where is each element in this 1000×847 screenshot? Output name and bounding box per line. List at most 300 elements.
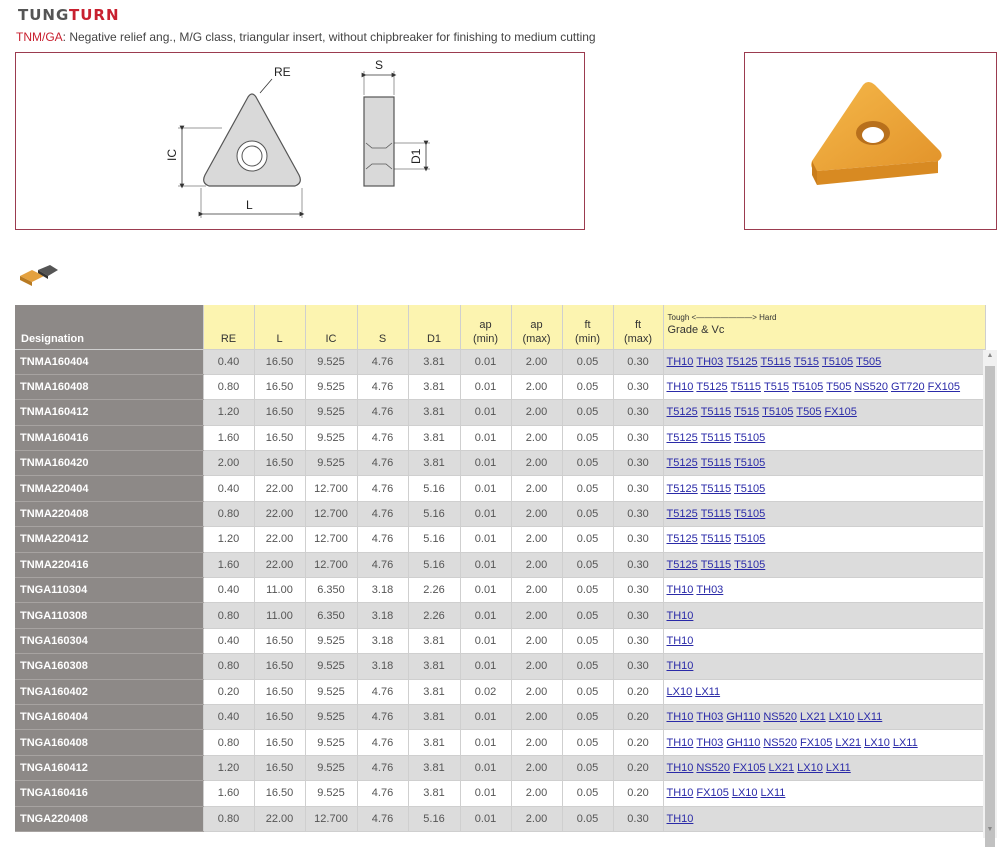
cell-d1: 3.81 [408,400,460,425]
grade-link[interactable]: T5115 [730,381,761,394]
table-row [15,349,985,374]
grade-link[interactable]: TH10 [666,711,694,724]
grade-link[interactable]: T515 [734,406,760,419]
cell-s: 4.76 [357,730,408,755]
cell-ftmax: 0.20 [613,679,663,704]
cell-apmax: 2.00 [511,374,562,399]
grade-cell [663,425,985,450]
cell-re: 1.20 [203,755,254,780]
grade-link[interactable]: T5115 [700,533,732,546]
grade-link[interactable]: T5105 [792,381,824,394]
tough-hard-scale: Tough <———————> Hard [667,313,777,322]
cell-l: 11.00 [254,603,305,628]
designation-cell: TNMA160408 [15,374,203,399]
cell-re: 0.80 [203,806,254,831]
specifications-table-container[interactable] [15,305,997,838]
table-row [15,781,985,806]
grade-link[interactable]: FX105 [800,736,833,749]
grade-link[interactable]: TH10 [666,812,694,825]
cell-ic: 12.700 [305,806,357,831]
grade-link[interactable]: T5125 [666,457,698,470]
cell-ftmin: 0.05 [562,755,613,780]
grade-link[interactable]: TH10 [666,584,694,597]
cell-apmax: 2.00 [511,425,562,450]
cell-ftmax: 0.30 [613,603,663,628]
grade-link[interactable]: TH10 [666,634,694,647]
grade-link[interactable]: LX10 [797,761,823,774]
cell-re: 0.80 [203,374,254,399]
cell-re: 1.60 [203,552,254,577]
cell-ic: 12.700 [305,527,357,552]
cell-l: 16.50 [254,451,305,476]
cell-ftmax: 0.30 [613,501,663,526]
grade-link[interactable]: T5115 [700,482,732,495]
cell-s: 4.76 [357,527,408,552]
grade-link[interactable]: T5125 [666,508,698,521]
cell-apmax: 2.00 [511,628,562,653]
grade-link[interactable]: LX11 [825,761,851,774]
designation-cell: TNGA160416 [15,781,203,806]
grade-link[interactable]: LX10 [864,736,890,749]
cell-ftmin: 0.05 [562,704,613,729]
grade-link[interactable]: T5105 [734,558,766,571]
grade-link[interactable]: T5125 [666,558,698,571]
cell-apmax: 2.00 [511,349,562,374]
cell-d1: 5.16 [408,806,460,831]
cell-d1: 2.26 [408,578,460,603]
grade-link[interactable]: LX11 [760,787,786,800]
grade-cell [663,603,985,628]
grade-label: Grade & Vc [667,324,725,336]
cell-re: 0.40 [203,578,254,603]
cell-apmax: 2.00 [511,552,562,577]
table-row [15,578,985,603]
grade-link[interactable]: T5125 [726,355,758,368]
scrollbar-thumb[interactable] [985,366,995,847]
cell-l: 16.50 [254,730,305,755]
grade-link[interactable]: GT720 [890,381,925,394]
cell-ftmax: 0.20 [613,781,663,806]
cell-apmax: 2.00 [511,451,562,476]
grade-link[interactable]: T5105 [734,457,766,470]
grade-cell [663,679,985,704]
cell-apmin: 0.01 [460,451,511,476]
table-row [15,806,985,831]
cell-d1: 3.81 [408,654,460,679]
cell-s: 3.18 [357,628,408,653]
cell-s: 4.76 [357,501,408,526]
grade-link[interactable]: NS520 [854,381,888,394]
cell-ftmin: 0.05 [562,349,613,374]
cell-apmin: 0.01 [460,628,511,653]
grade-link[interactable]: TH10 [666,787,694,800]
cell-d1: 3.81 [408,781,460,806]
grade-link[interactable]: TH03 [696,355,724,368]
table-row [15,476,985,501]
cell-l: 16.50 [254,679,305,704]
specifications-table [15,305,986,832]
insert-thumbnail-icon [18,262,60,288]
cell-d1: 3.81 [408,451,460,476]
cell-apmax: 2.00 [511,578,562,603]
designation-cell: TNGA160404 [15,704,203,729]
cell-re: 0.80 [203,501,254,526]
cell-l: 16.50 [254,654,305,679]
grade-cell [663,476,985,501]
cell-d1: 5.16 [408,527,460,552]
cell-apmax: 2.00 [511,400,562,425]
grade-link[interactable]: T5115 [700,406,732,419]
cell-ic: 12.700 [305,552,357,577]
cell-ic: 9.525 [305,628,357,653]
grade-link[interactable]: FX105 [927,381,961,394]
grade-link[interactable]: T5125 [666,482,698,495]
designation-cell: TNGA110304 [15,578,203,603]
table-row [15,628,985,653]
grade-link[interactable]: T5105 [734,508,766,521]
grade-link[interactable]: T5115 [700,558,732,571]
label-ic: IC [165,149,179,161]
grade-link[interactable]: T5105 [762,406,794,419]
col-grade [663,305,985,349]
table-row [15,679,985,704]
grade-link[interactable]: TH10 [666,355,694,368]
grade-link[interactable]: T5115 [700,457,732,470]
grade-link[interactable]: TH10 [666,609,694,622]
grade-link[interactable]: TH10 [666,736,694,749]
grade-link[interactable]: TH10 [666,381,694,394]
table-row [15,425,985,450]
cell-ftmax: 0.30 [613,400,663,425]
cell-ftmin: 0.05 [562,476,613,501]
designation-cell: TNMA160416 [15,425,203,450]
label-l: L [246,198,253,212]
cell-re: 2.00 [203,451,254,476]
grade-link[interactable]: FX105 [824,406,857,419]
cell-ftmax: 0.30 [613,374,663,399]
cell-l: 16.50 [254,425,305,450]
designation-cell: TNMA220412 [15,527,203,552]
table-scrollbar[interactable] [983,350,997,838]
subtitle-code: TNM/GA [16,30,63,44]
cell-apmax: 2.00 [511,654,562,679]
scroll-up-icon[interactable]: ▲ [986,352,994,359]
cell-l: 22.00 [254,527,305,552]
grade-cell [663,501,985,526]
grade-cell [663,704,985,729]
grade-link[interactable]: LX10 [666,685,693,698]
cell-ftmin: 0.05 [562,628,613,653]
cell-l: 16.50 [254,628,305,653]
cell-ftmin: 0.05 [562,654,613,679]
grade-link[interactable]: TH10 [666,660,694,673]
designation-cell: TNGA110308 [15,603,203,628]
cell-s: 3.18 [357,578,408,603]
grade-link[interactable]: T505 [796,406,822,419]
table-row [15,552,985,577]
technical-drawing [16,53,586,231]
grade-link[interactable]: FX105 [696,787,729,800]
cell-s: 4.76 [357,476,408,501]
label-s: S [375,58,384,72]
cell-d1: 3.81 [408,730,460,755]
grade-link[interactable]: TH03 [696,584,724,597]
cell-ftmax: 0.30 [613,451,663,476]
grade-link[interactable]: T5105 [734,533,766,546]
cell-l: 22.00 [254,476,305,501]
cell-s: 4.76 [357,781,408,806]
cell-l: 16.50 [254,781,305,806]
cell-s: 4.76 [357,755,408,780]
designation-cell: TNGA160412 [15,755,203,780]
cell-ic: 9.525 [305,654,357,679]
grade-link[interactable]: T5105 [821,355,854,368]
cell-apmax: 2.00 [511,501,562,526]
product-subtitle [16,30,596,44]
grade-link[interactable]: LX21 [835,736,862,749]
table-header-row [15,305,985,349]
cell-ftmin: 0.05 [562,451,613,476]
cell-apmin: 0.01 [460,552,511,577]
col-re: RE [203,305,254,349]
grade-link[interactable]: GH110 [726,711,761,724]
cell-d1: 5.16 [408,552,460,577]
cell-d1: 3.81 [408,374,460,399]
grade-link[interactable]: TH03 [696,736,724,749]
cell-l: 22.00 [254,552,305,577]
col-s: S [357,305,408,349]
cell-ftmin: 0.05 [562,806,613,831]
cell-s: 4.76 [357,451,408,476]
cell-apmin: 0.01 [460,654,511,679]
cell-apmax: 2.00 [511,679,562,704]
cell-ic: 9.525 [305,679,357,704]
cell-ftmax: 0.30 [613,527,663,552]
cell-ftmin: 0.05 [562,730,613,755]
designation-cell: TNMA160412 [15,400,203,425]
cell-ftmax: 0.30 [613,349,663,374]
col-ft-max: ft (max) [613,305,663,349]
cell-re: 0.80 [203,654,254,679]
grade-cell [663,654,985,679]
grade-cell [663,628,985,653]
table-row [15,730,985,755]
col-designation: Designation [15,305,203,349]
cell-apmin: 0.01 [460,704,511,729]
insert-photo [744,52,997,230]
cell-ic: 9.525 [305,400,357,425]
cell-re: 0.80 [203,730,254,755]
grade-link[interactable]: T5125 [666,406,698,419]
cell-s: 4.76 [357,425,408,450]
grade-link[interactable]: T5125 [666,431,698,444]
grade-cell [663,400,985,425]
grade-cell [663,578,985,603]
grade-link[interactable]: LX11 [892,736,918,749]
grade-link[interactable]: NS520 [763,711,797,724]
grade-link[interactable]: NS520 [696,761,731,774]
insert-photo-image [745,53,998,231]
cell-apmax: 2.00 [511,781,562,806]
table-row [15,374,985,399]
grade-cell [663,527,985,552]
cell-s: 4.76 [357,400,408,425]
cell-d1: 5.16 [408,476,460,501]
brand-logo [18,6,120,24]
grade-cell [663,552,985,577]
grade-cell [663,451,985,476]
cell-re: 0.40 [203,704,254,729]
cell-l: 16.50 [254,704,305,729]
grade-link[interactable]: T515 [763,381,790,394]
grade-link[interactable]: T5115 [700,508,732,521]
cell-ftmin: 0.05 [562,374,613,399]
cell-s: 4.76 [357,349,408,374]
cell-ftmax: 0.20 [613,730,663,755]
table-row [15,603,985,628]
col-ap-min: ap (min) [460,305,511,349]
grade-link[interactable]: NS520 [763,736,797,749]
table-row [15,400,985,425]
grade-cell [663,806,985,831]
grade-cell [663,755,985,780]
scroll-down-icon[interactable]: ▼ [986,826,994,833]
table-row [15,654,985,679]
col-d1: D1 [408,305,460,349]
designation-cell: TNGA160304 [15,628,203,653]
cell-re: 0.40 [203,349,254,374]
cell-d1: 3.81 [408,425,460,450]
cell-apmin: 0.01 [460,400,511,425]
cell-ftmin: 0.05 [562,603,613,628]
cell-s: 3.18 [357,603,408,628]
cell-ic: 9.525 [305,730,357,755]
cell-ftmin: 0.05 [562,679,613,704]
cell-s: 4.76 [357,679,408,704]
grade-link[interactable]: FX105 [733,761,766,774]
grade-cell [663,374,985,399]
grade-link[interactable]: TH03 [696,711,724,724]
designation-cell: TNMA160420 [15,451,203,476]
table-row [15,451,985,476]
cell-ftmin: 0.05 [562,527,613,552]
cell-ftmax: 0.20 [613,755,663,780]
col-ic: IC [305,305,357,349]
cell-apmin: 0.01 [460,501,511,526]
cell-ftmax: 0.30 [613,476,663,501]
cell-d1: 3.81 [408,755,460,780]
label-re: RE [274,65,291,79]
grade-link[interactable]: LX11 [857,711,883,724]
grade-link[interactable]: T515 [793,355,819,368]
cell-apmin: 0.01 [460,349,511,374]
grade-link[interactable]: GH110 [726,736,761,749]
cell-ftmin: 0.05 [562,501,613,526]
cell-d1: 3.81 [408,704,460,729]
grade-link[interactable]: LX11 [695,685,721,698]
designation-cell: TNMA160404 [15,349,203,374]
table-row [15,527,985,552]
cell-l: 16.50 [254,374,305,399]
cell-re: 1.20 [203,400,254,425]
cell-d1: 3.81 [408,679,460,704]
cell-re: 0.80 [203,603,254,628]
designation-cell: TNMA220404 [15,476,203,501]
cell-l: 22.00 [254,806,305,831]
grade-link[interactable]: T5115 [760,355,791,368]
cell-ic: 6.350 [305,578,357,603]
cell-apmin: 0.01 [460,425,511,450]
grade-link[interactable]: LX21 [800,711,826,724]
cell-d1: 3.81 [408,349,460,374]
cell-apmax: 2.00 [511,603,562,628]
cell-ic: 9.525 [305,781,357,806]
designation-cell: TNGA220408 [15,806,203,831]
cell-ic: 9.525 [305,374,357,399]
cell-ic: 12.700 [305,476,357,501]
cell-ic: 9.525 [305,704,357,729]
grade-cell [663,730,985,755]
cell-apmin: 0.02 [460,679,511,704]
cell-re: 1.60 [203,425,254,450]
logo-part-1: TUNG [18,6,70,24]
cell-l: 22.00 [254,501,305,526]
table-row [15,755,985,780]
designation-cell: TNGA160408 [15,730,203,755]
cell-apmax: 2.00 [511,730,562,755]
grade-link[interactable]: T5125 [696,381,728,394]
cell-apmin: 0.01 [460,374,511,399]
cell-d1: 3.81 [408,628,460,653]
cell-re: 1.20 [203,527,254,552]
cell-ic: 12.700 [305,501,357,526]
grade-link[interactable]: TH10 [666,761,694,774]
cell-apmin: 0.01 [460,806,511,831]
cell-ftmax: 0.30 [613,628,663,653]
table-row [15,704,985,729]
cell-l: 16.50 [254,755,305,780]
grade-link[interactable]: T505 [856,355,882,368]
col-l: L [254,305,305,349]
cell-s: 4.76 [357,552,408,577]
cell-l: 16.50 [254,349,305,374]
designation-cell: TNGA160308 [15,654,203,679]
cell-s: 3.18 [357,654,408,679]
cell-ftmax: 0.30 [613,806,663,831]
cell-ic: 9.525 [305,451,357,476]
cell-ftmin: 0.05 [562,400,613,425]
cell-apmax: 2.00 [511,476,562,501]
grade-link[interactable]: T5105 [734,482,766,495]
grade-link[interactable]: T5115 [700,431,732,444]
designation-cell: TNGA160402 [15,679,203,704]
grade-cell [663,349,985,374]
grade-link[interactable]: LX10 [828,711,855,724]
cell-ic: 6.350 [305,603,357,628]
grade-link[interactable]: LX21 [768,761,795,774]
cell-l: 16.50 [254,400,305,425]
col-ft-min: ft (min) [562,305,613,349]
grade-link[interactable]: T5125 [666,533,698,546]
insert-diagram [15,52,585,230]
cell-apmin: 0.01 [460,730,511,755]
grade-link[interactable]: LX10 [731,787,758,800]
grade-link[interactable]: T5105 [734,431,766,444]
cell-apmin: 0.01 [460,527,511,552]
grade-link[interactable]: T505 [826,381,852,394]
cell-ic: 9.525 [305,425,357,450]
cell-apmax: 2.00 [511,704,562,729]
